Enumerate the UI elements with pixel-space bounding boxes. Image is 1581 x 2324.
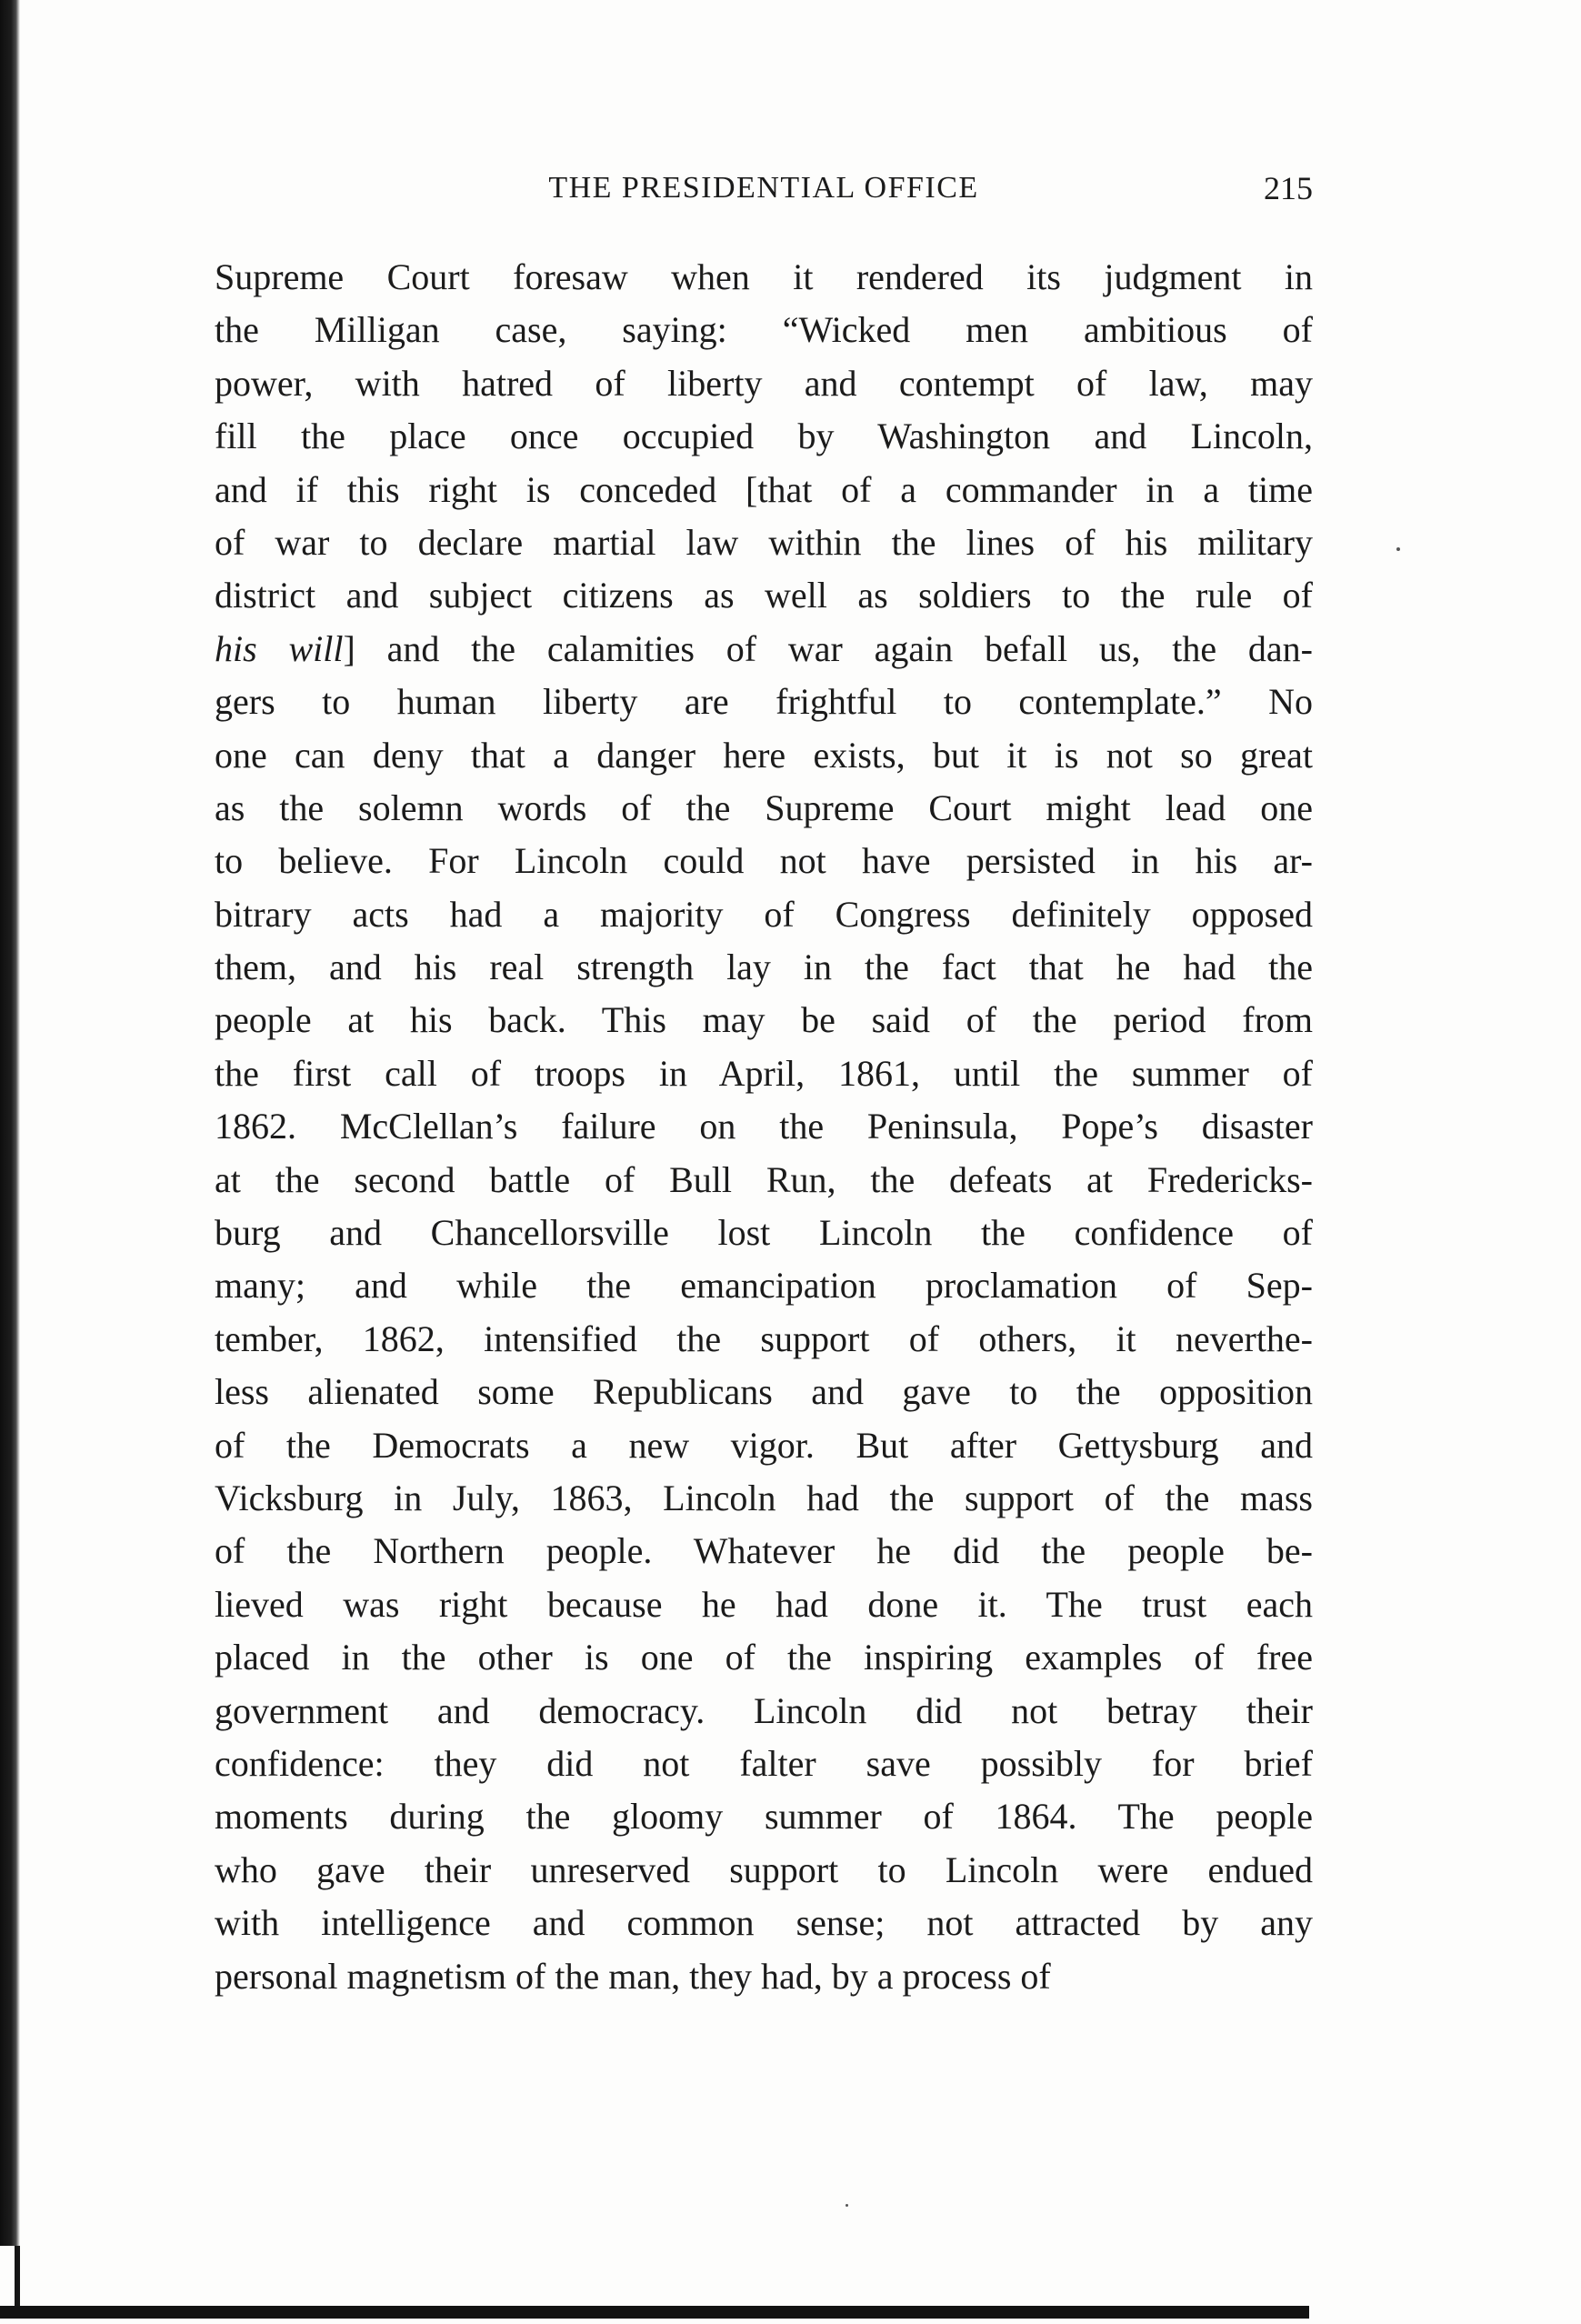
text-line: government and democracy. Lincoln did not betray their	[215, 1689, 1313, 1731]
body-text	[215, 251, 1313, 2003]
text-line: of war to declare martial law within the lines of his military	[215, 521, 1313, 563]
text-line: placed in the other is one of the inspiring examples of free	[215, 1637, 1313, 1678]
text-line: confidence: they did not falter save possibly for brief	[215, 1742, 1313, 1784]
text-line: the Milligan case, saying: “Wicked men ambitious of	[215, 309, 1313, 351]
text-line: burg and Chancellorsville lost Lincoln the confidence of	[215, 1212, 1313, 1254]
text-line: of the Democrats a new vigor. But after Gettysburg and	[215, 1424, 1313, 1466]
page-binding-shadow	[0, 0, 20, 2246]
text-line: Supreme Court foresaw when it rendered its judgment in	[215, 256, 1313, 297]
scan-speck	[1396, 547, 1400, 551]
text-line: bitrary acts had a majority of Congress definitely opposed	[215, 893, 1313, 935]
text-line: 1862. McClellan’s failure on the Peninsula, Pope’s disaster	[215, 1106, 1313, 1147]
scan-edge-mark	[15, 2246, 20, 2309]
text-line: as the solemn words of the Supreme Court might lead one	[215, 786, 1313, 828]
scan-speck	[846, 2204, 848, 2207]
page-number: 215	[1264, 170, 1313, 206]
text-line: gers to human liberty are frightful to contemplate.” No	[215, 681, 1313, 723]
running-head-title: THE PRESIDENTIAL OFFICE	[548, 171, 979, 205]
text-line: Vicksburg in July, 1863, Lincoln had the support of the mass	[215, 1477, 1313, 1518]
text-line: of the Northern people. Whatever he did the people be-	[215, 1530, 1313, 1572]
text-line: who gave their unreserved support to Lincoln were endued	[215, 1848, 1313, 1890]
text-line: with intelligence and common sense; not attracted by any	[215, 1902, 1313, 1944]
text-line: district and subject citizens as well as soldiers to the rule of	[215, 575, 1313, 616]
text-line: power, with hatred of liberty and contempt of law, may	[215, 362, 1313, 404]
running-head	[215, 165, 1313, 211]
text-line: less alienated some Republicans and gave to the opposition	[215, 1371, 1313, 1413]
text-line: at the second battle of Bull Run, the defeats at Fredericks-	[215, 1158, 1313, 1200]
text-line: fill the place once occupied by Washington and Lincoln,	[215, 416, 1313, 457]
text-line: his will] and the calamities of war again befall us, the dan-	[215, 627, 1313, 669]
scan-bottom-edge	[0, 2306, 1309, 2319]
text-line: personal magnetism of the man, they had, by a process of	[215, 1955, 1051, 1997]
text-line: the first call of troops in April, 1861, until the summer of	[215, 1052, 1313, 1094]
text-line: people at his back. This may be said of the period from	[215, 999, 1313, 1041]
text-line: moments during the gloomy summer of 1864. The people	[215, 1796, 1313, 1838]
text-line: many; and while the emancipation proclamation of Sep-	[215, 1265, 1313, 1307]
text-line: tember, 1862, intensified the support of others, it neverthe-	[215, 1317, 1313, 1359]
text-line: lieved was right because he had done it. The trust each	[215, 1583, 1313, 1625]
text-line: one can deny that a danger here exists, but it is not so great	[215, 734, 1313, 776]
text-line: them, and his real strength lay in the fact that he had the	[215, 947, 1313, 988]
text-line: and if this right is conceded [that of a commander in a time	[215, 468, 1313, 510]
text-line: to believe. For Lincoln could not have persisted in his ar-	[215, 840, 1313, 882]
